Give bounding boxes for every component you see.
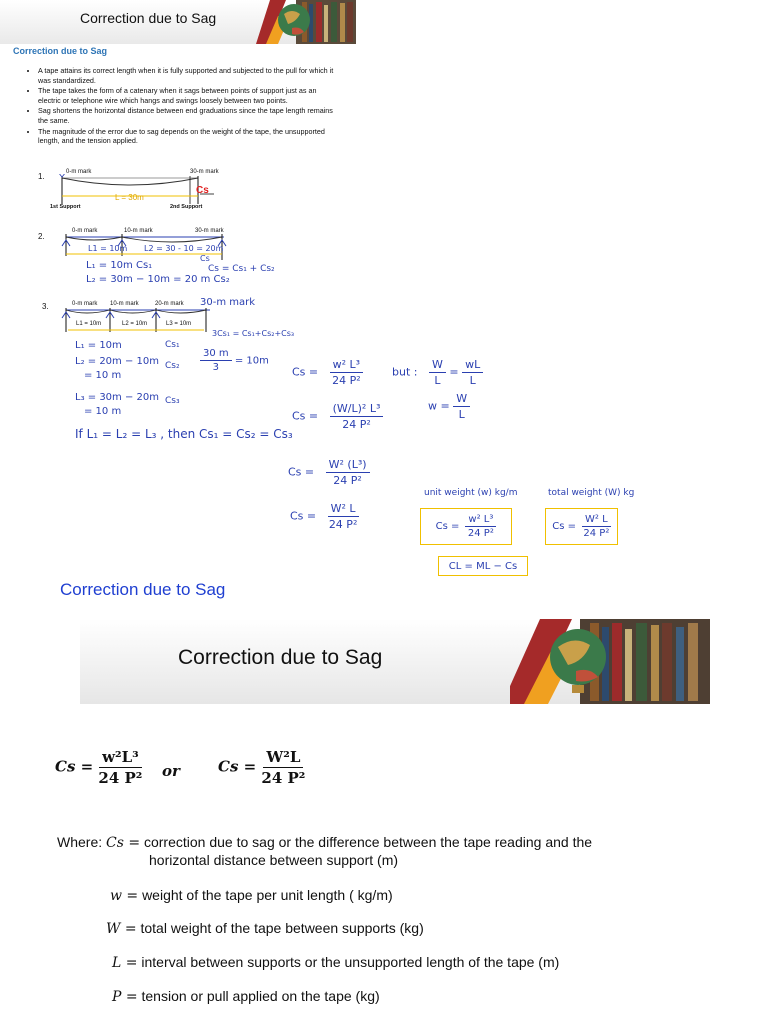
definition-W — [106, 920, 424, 937]
case2-cs-side: Cs — [200, 254, 210, 263]
case2-mark-0: 0-m mark — [72, 228, 98, 234]
case3-l3a: L₃ = 30m − 20m — [75, 392, 159, 403]
derivation-f4-den: 24 P² — [328, 518, 358, 531]
case3-seg3: L3 = 10m — [166, 321, 192, 327]
derivation-cs-2: Cs = — [292, 409, 319, 423]
case3-fraction — [200, 348, 269, 373]
boxed-formula-unit-weight — [420, 508, 512, 545]
where-label: Where: — [57, 834, 103, 850]
derivation-but-l: W — [429, 358, 446, 373]
definition-w — [110, 887, 393, 904]
box1-num: w² L³ — [465, 514, 496, 527]
definition-cs — [57, 834, 592, 851]
case3-l3-cs: Cs₃ — [165, 396, 180, 406]
derivation-f1-den: 24 P² — [332, 374, 361, 387]
box1-den: 24 P² — [467, 528, 494, 539]
box2-cs: Cs = — [552, 521, 577, 532]
globe-bookshelf-image — [256, 0, 356, 44]
case3-frac-den: 3 — [212, 362, 220, 373]
case3-l2b: = 10 m — [84, 370, 122, 381]
derivation-but: but : $\frac{W}{L}$ = $\frac{wL}{L}$ — [392, 358, 483, 387]
derivation-but-label: but : — [392, 365, 418, 379]
case2-number: 2. — [38, 232, 45, 241]
derivation-but-ld: L — [434, 374, 441, 387]
case3-mark-10: 10-m mark — [110, 301, 139, 307]
unit-weight-note: unit weight (w) kg/m — [424, 488, 518, 498]
slide1-heading: Correction due to Sag — [13, 46, 108, 56]
box1-cs: Cs = — [435, 521, 460, 532]
box2-num: W² L — [582, 514, 611, 527]
formula-or: or — [162, 762, 180, 780]
formula2-lhs: Cs = — [218, 757, 257, 776]
total-weight-note: total weight (W) kg — [548, 488, 635, 498]
case1-support1: 1st Support — [50, 204, 81, 210]
case3-tape-diagram — [60, 306, 220, 334]
bullet-item: • The magnitude of the error due to sag depends on the weight of the tape, the unsupported length, and the tension applied. — [38, 127, 340, 146]
boxed-formula-total-weight — [545, 508, 618, 545]
case2-sum: Cs = Cs₁ + Cs₂ — [208, 264, 275, 274]
derivation-w-num: W — [453, 392, 470, 407]
case1-cs-label: Cs — [196, 185, 209, 196]
globe-bookshelf-image — [510, 619, 710, 704]
section-title: Correction due to Sag — [60, 580, 226, 599]
bullet-item: • A tape attains its correct length when it is fully supported and subjected to the pull for which it was standardized. — [38, 66, 340, 85]
case2-seg1: L1 = 10m — [88, 244, 128, 253]
case3-seg2: L2 = 10m — [122, 321, 148, 327]
case3-number: 3. — [42, 302, 49, 311]
definition-text: total weight of the tape between supports (kg) — [140, 920, 424, 936]
derivation-w-eq — [428, 392, 470, 421]
derivation-f2-den: 24 P² — [342, 418, 371, 431]
derivation-f2 — [292, 402, 383, 431]
case3-right-note: 3Cs₁ = Cs₁+Cs₂+Cs₃ — [212, 329, 295, 338]
derivation-f1 — [292, 358, 363, 387]
formula-total-weight — [218, 748, 305, 787]
derivation-w-den: L — [458, 408, 465, 421]
case3-seg1: L1 = 10m — [76, 321, 102, 327]
derivation-cs-1: Cs = — [292, 365, 319, 379]
definition-var: Cs = — [106, 835, 141, 851]
definition-text: weight of the tape per unit length ( kg/m) — [142, 887, 393, 903]
formula2-num: W²L — [263, 748, 303, 768]
formula-unit-weight — [55, 748, 142, 787]
slide2-title: Correction due to Sag — [178, 646, 383, 669]
derivation-w-lhs: w = — [428, 399, 450, 413]
formula1-num: w²L³ — [99, 748, 142, 768]
case3-l2a: L₂ = 20m − 10m — [75, 356, 159, 367]
definition-P — [112, 988, 380, 1005]
bullet-item: • The tape takes the form of a catenary when it sags between points of support just as an electric or telephone wire which hangs and swings loosely between two points. — [38, 86, 340, 105]
formula1-den: 24 P² — [98, 769, 143, 787]
case1-span-label: L = 30m — [115, 193, 144, 202]
derivation-f4 — [290, 502, 359, 531]
case2-seg2: L2 = 30 - 10 = 20m — [144, 244, 224, 253]
case3-frac-num: 30 m — [200, 348, 232, 361]
derivation-f2-num: (W/L)² L³ — [330, 402, 384, 417]
derivation-f3-num: W² (L³) — [326, 458, 370, 473]
definition-cs-cont: horizontal distance between support (m) — [149, 852, 399, 868]
derivation-f4-num: W² L — [328, 502, 359, 517]
case3-l3b: = 10 m — [84, 406, 122, 417]
definition-var: w = — [110, 888, 139, 904]
case1-number: 1. — [38, 172, 45, 181]
slide1-bullet-list — [26, 66, 340, 147]
case3-mark-0: 0-m mark — [72, 301, 98, 307]
case3-l1-cs: Cs₁ — [165, 340, 180, 350]
case3-l2-cs: Cs₂ — [165, 361, 180, 371]
formula2-den: 24 P² — [261, 769, 306, 787]
case3-mark-30: 30-m mark — [200, 297, 256, 308]
derivation-f3 — [288, 458, 370, 487]
derivation-f3-den: 24 P² — [333, 474, 362, 487]
definition-var: L = — [112, 955, 138, 971]
case2-line2: L₂ = 30m − 10m = 20 m Cs₂ — [86, 274, 230, 285]
formula1-lhs: Cs = — [55, 757, 94, 776]
derivation-cs-3: Cs = — [288, 465, 315, 479]
definition-text: correction due to sag or the difference between the tape reading and the — [143, 834, 593, 850]
derivation-but-r: wL — [462, 358, 483, 373]
boxed-formula-corrected-length: CL = ML − Cs — [438, 556, 528, 576]
box2-den: 24 P² — [583, 528, 610, 539]
case2-mark-10: 10-m mark — [124, 228, 153, 234]
definition-text: interval between supports or the unsupported length of the tape (m) — [141, 954, 560, 970]
derivation-cs-4: Cs = — [290, 509, 317, 523]
case1-mark-end: 30-m mark — [190, 169, 219, 175]
case1-support2: 2nd Support — [170, 204, 203, 210]
case3-if-line: If L₁ = L₂ = L₃ , then Cs₁ = Cs₂ = Cs₃ — [75, 427, 293, 441]
case3-frac-result: = 10m — [234, 355, 269, 367]
case2-line1: L₁ = 10m Cs₁ — [86, 260, 153, 271]
definition-L — [112, 954, 559, 971]
slide1-title: Correction due to Sag — [80, 10, 217, 26]
case3-l1: L₁ = 10m — [75, 340, 122, 351]
definition-var: P = — [112, 989, 138, 1005]
definition-text: tension or pull applied on the tape (kg) — [141, 988, 380, 1004]
bullet-item: • Sag shortens the horizontal distance between end graduations since the tape length remains the same. — [38, 106, 340, 125]
case2-mark-30: 30-m mark — [195, 228, 224, 234]
case1-tape-diagram — [50, 174, 240, 208]
definition-var: W = — [106, 921, 137, 937]
derivation-f1-num: w² L³ — [330, 358, 363, 373]
case3-mark-20: 20-m mark — [155, 301, 184, 307]
derivation-but-rd: L — [469, 374, 476, 387]
case1-mark-start: 0-m mark — [66, 169, 92, 175]
